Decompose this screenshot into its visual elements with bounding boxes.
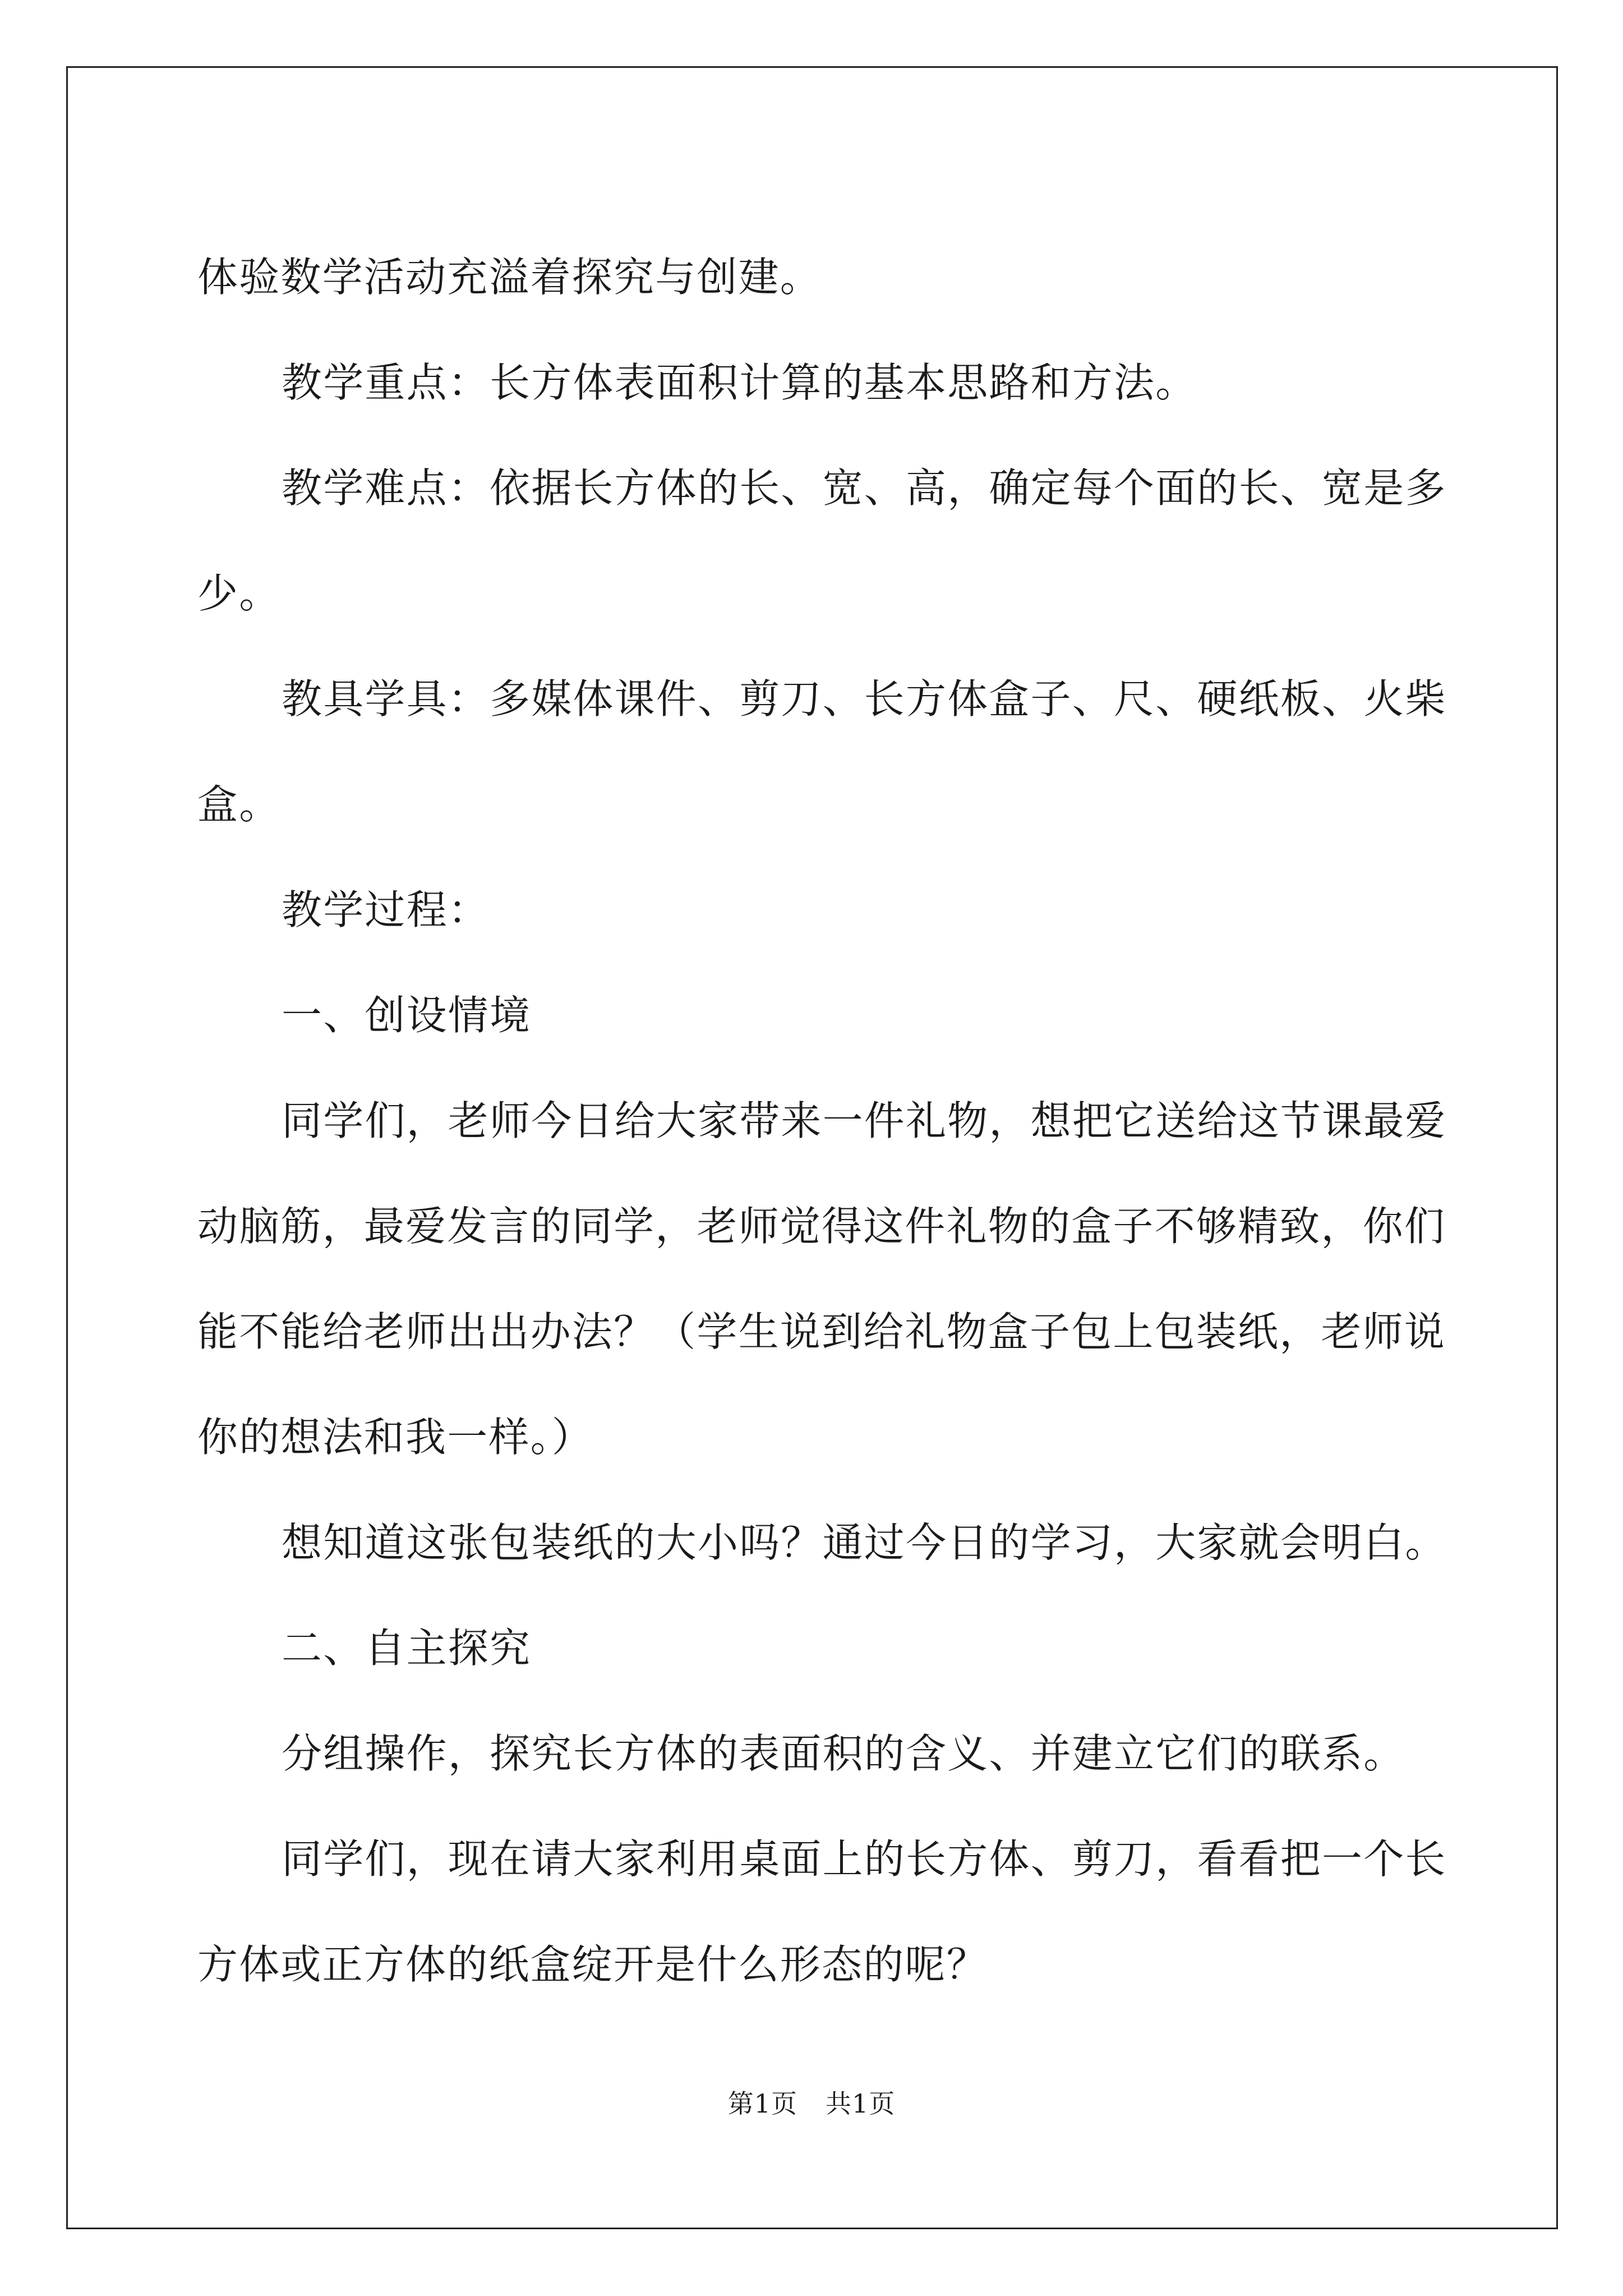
section-heading: 一、创设情境 (282, 992, 532, 1039)
text-line: 同学们，现在请大家利用桌面上的长方体、剪刀，看看把一个长 (282, 1835, 1447, 1883)
text-line: 教学难点：依据长方体的长、宽、高，确定每个面的长、宽是多 (282, 464, 1447, 512)
text-line: 方体或正方体的纸盒绽开是什么形态的呢？ (197, 1941, 988, 1988)
text-line: 同学们，老师今日给大家带来一件礼物，想把它送给这节课最爱 (282, 1097, 1447, 1144)
text-line: 分组操作，探究长方体的表面积的含义、并建立它们的联系。 (282, 1730, 1405, 1777)
page-footer (0, 2087, 1623, 2120)
text-line: 想知道这张包装纸的大小吗？通过今日的学习，大家就会明白。 (282, 1519, 1447, 1566)
page-number-total: 共1页 (826, 2088, 896, 2119)
text-line: 教学过程： (282, 886, 490, 933)
document-body (197, 224, 1447, 2017)
text-line: 少。 (197, 570, 281, 617)
text-line: 盒。 (197, 781, 281, 828)
text-line: 教具学具：多媒体课件、剪刀、长方体盒子、尺、硬纸板、火柴 (282, 675, 1447, 723)
text-line: 你的想法和我一样。） (197, 1414, 594, 1461)
text-line: 体验数学活动充溢着探究与创建。 (197, 254, 822, 301)
section-heading: 二、自主探究 (282, 1625, 532, 1672)
text-line: 能不能给老师出出办法？（学生说到给礼物盒子包上包装纸，老师说 (197, 1308, 1446, 1355)
text-line: 动脑筋，最爱发言的同学，老师觉得这件礼物的盒子不够精致，你们 (197, 1203, 1446, 1250)
text-line: 教学重点：长方体表面积计算的基本思路和方法。 (282, 359, 1197, 406)
page-number-current: 第1页 (727, 2088, 797, 2119)
